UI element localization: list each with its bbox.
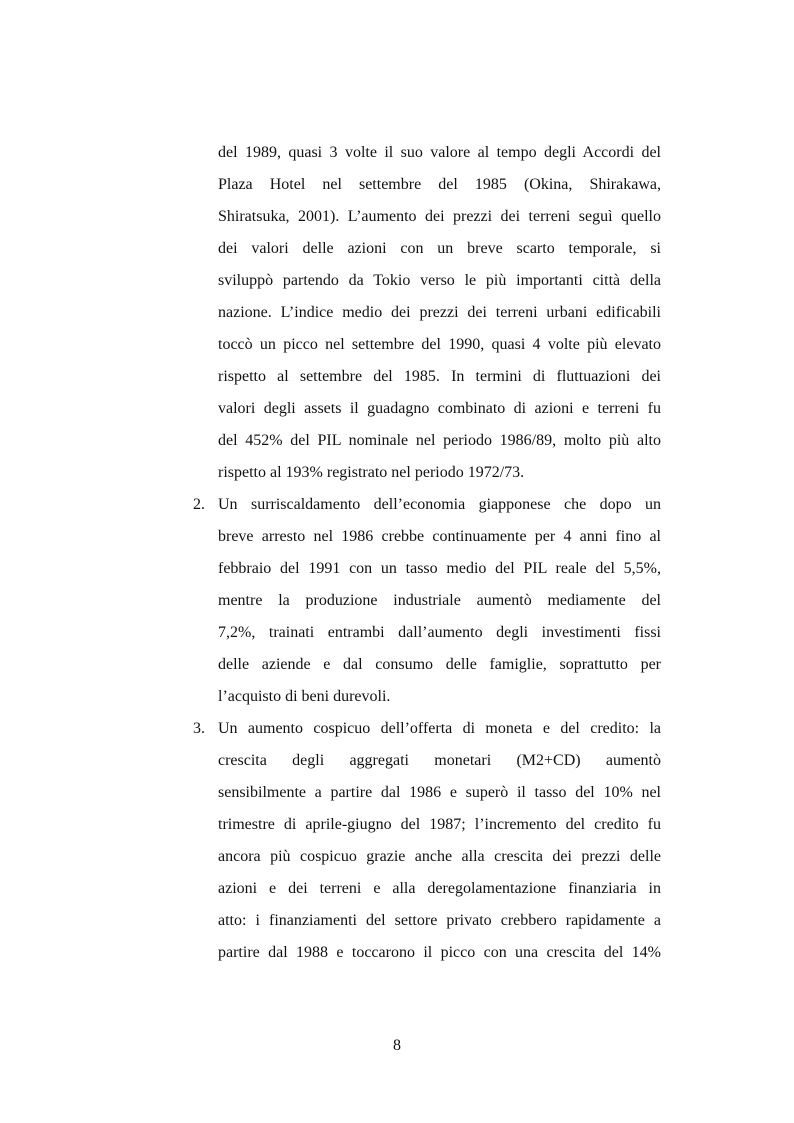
paragraph-line: del 1989, quasi 3 volte il suo valore al tempo degli Accordi del xyxy=(218,144,661,161)
list-item-line: sensibilmente a partire dal 1986 e superò il tasso del 10% nel xyxy=(218,784,661,801)
list-item-line: febbraio del 1991 con un tasso medio del PIL reale del 5,5%, xyxy=(218,560,661,577)
paragraph-line: rispetto al settembre del 1985. In termini di fluttuazioni dei xyxy=(218,368,661,385)
list-item-line: azioni e dei terreni e alla deregolamentazione finanziaria in xyxy=(218,880,661,897)
paragraph-line: Shiratsuka, 2001). L’aumento dei prezzi dei terreni seguì quello xyxy=(218,208,661,225)
paragraph-line: sviluppò partendo da Tokio verso le più importanti città della xyxy=(218,272,661,289)
list-item-line: breve arresto nel 1986 crebbe continuamente per 4 anni fino al xyxy=(218,528,661,545)
paragraph-line: del 452% del PIL nominale nel periodo 1986/89, molto più alto xyxy=(218,432,661,449)
paragraph-line: Plaza Hotel nel settembre del 1985 (Okina, Shirakawa, xyxy=(218,176,661,193)
paragraph-line: nazione. L’indice medio dei prezzi dei terreni urbani edificabili xyxy=(218,304,661,321)
list-item-line: Un surriscaldamento dell’economia giapponese che dopo un xyxy=(218,496,661,513)
paragraph-line: valori degli assets il guadagno combinato di azioni e terreni fu xyxy=(218,400,661,417)
list-item-number: 3. xyxy=(193,720,205,737)
paragraph-line: dei valori delle azioni con un breve scarto temporale, si xyxy=(218,240,661,257)
list-item-line: l’acquisto di beni durevoli. xyxy=(218,688,391,705)
list-item-line: trimestre di aprile-giugno del 1987; l’incremento del credito fu xyxy=(218,816,661,833)
paragraph-line: rispetto al 193% registrato nel periodo 1972/73. xyxy=(218,464,525,481)
list-item-line: partire dal 1988 e toccarono il picco con una crescita del 14% xyxy=(218,944,661,961)
list-item-line: 7,2%, trainati entrambi dall’aumento degli investimenti fissi xyxy=(218,624,661,641)
list-item-line: Un aumento cospicuo dell’offerta di moneta e del credito: la xyxy=(218,720,661,737)
list-item-line: ancora più cospicuo grazie anche alla crescita dei prezzi delle xyxy=(218,848,661,865)
list-item-number: 2. xyxy=(193,496,205,513)
list-item-line: crescita degli aggregati monetari (M2+CD) aumentò xyxy=(218,752,661,769)
page-number: 8 xyxy=(393,1037,401,1054)
list-item-line: mentre la produzione industriale aumentò mediamente del xyxy=(218,592,661,609)
paragraph-line: toccò un picco nel settembre del 1990, quasi 4 volte più elevato xyxy=(218,336,661,353)
list-item-line: atto: i finanziamenti del settore privato crebbero rapidamente a xyxy=(218,912,661,929)
list-item-line: delle aziende e dal consumo delle famiglie, soprattutto per xyxy=(218,656,661,673)
